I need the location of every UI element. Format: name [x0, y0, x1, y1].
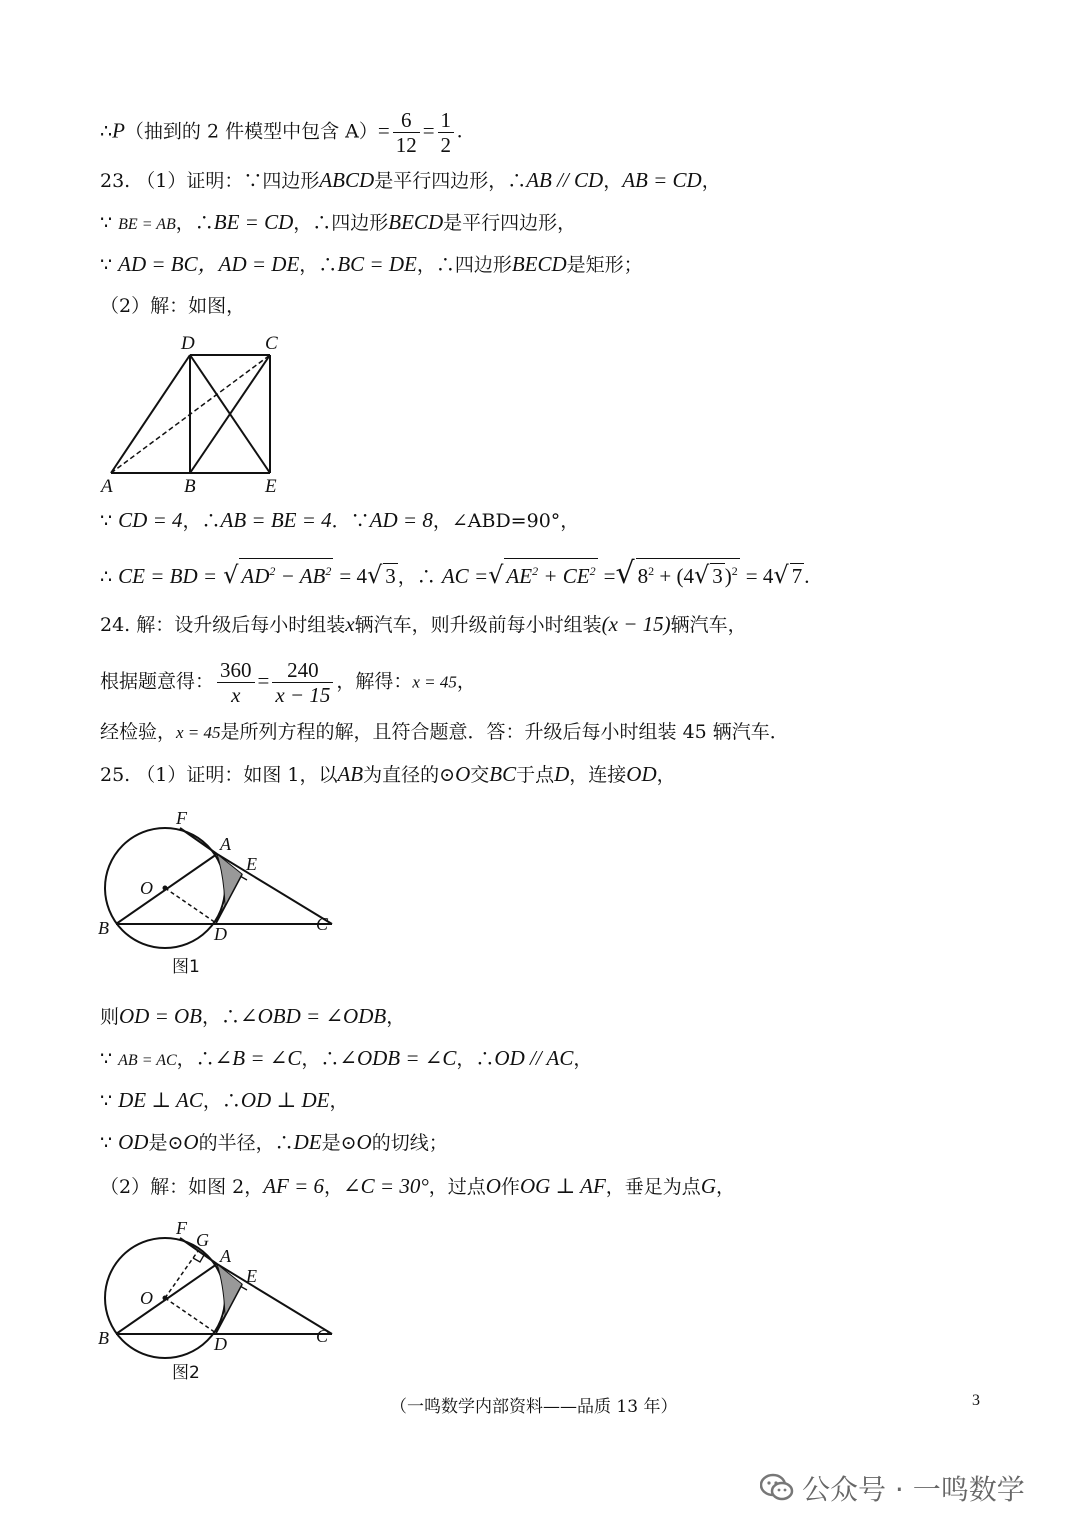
label-O: O: [140, 878, 153, 898]
label-D: D: [214, 1334, 227, 1354]
q23-line2: ∵ BE = AB，∴BE = CD，∴四边形BECD是平行四边形，: [100, 210, 577, 234]
label-D: D: [181, 333, 195, 354]
label-E: E: [265, 476, 277, 497]
q24-line2: 根据题意得： $\frac{360}{x}$ = $\frac{240}{x - 15}$ ，解得：x = 45，: [100, 658, 476, 707]
label-C: C: [316, 914, 329, 934]
line-OD-dashed: [165, 888, 216, 923]
fraction-1-2: $\frac{1}{2}$: [438, 108, 455, 157]
label-C: C: [265, 333, 278, 354]
q25-line3: ∵ AB = AC，∴∠B = ∠C，∴∠ODB = ∠C，∴OD // AC，: [100, 1046, 593, 1070]
line-AF: [180, 828, 217, 854]
label-G: G: [196, 1230, 209, 1250]
q25-line5: ∵ OD是⊙O的半径，∴DE是⊙O的切线；: [100, 1130, 448, 1154]
circle-figure-2: [92, 1216, 352, 1396]
q25-line2: 则OD = OB，∴∠OBD = ∠ODB，: [100, 1004, 406, 1028]
circle-figure-1: [92, 806, 352, 986]
figure-2-caption: 图2: [172, 1363, 200, 1383]
center-point-O: [163, 886, 168, 891]
figure-1-caption: 图1: [172, 957, 200, 977]
label-B: B: [98, 918, 109, 938]
label-O: O: [140, 1288, 153, 1308]
line-OD-dashed: [165, 1298, 216, 1333]
label-E: E: [246, 854, 257, 874]
label-A: A: [220, 834, 231, 854]
line-AD: [111, 355, 190, 473]
q23-part2-label: （2）解：如图，: [100, 295, 246, 317]
watermark-text: 公众号 · 一鸣数学: [802, 1473, 1025, 1506]
label-C: C: [316, 1326, 329, 1346]
q25-line4: ∵ DE ⊥ AC，∴OD ⊥ DE，: [100, 1088, 349, 1112]
center-point-O: [163, 1296, 168, 1301]
fraction-360-x: $\frac{360}{x}$: [217, 658, 255, 707]
q24-line3: 经检验，x = 45是所列方程的解，且符合题意．答：升级后每小时组装 45 辆汽车．: [100, 721, 789, 743]
q24-line1: 24. 解：设升级后每小时组装x辆汽车，则升级前每小时组装(x − 15)辆汽车，: [100, 612, 747, 636]
q23-line5: ∴ CE = BD = √ $AD^2 - AB^2 = 4√$ 3 ，∴ AC =√ $AE^2 + CE^2$ =√ $8^2 + (4√$ 3)$^2$ = 4√ 7.: [100, 556, 810, 591]
rectangle-figure: [95, 330, 295, 500]
label-E: E: [246, 1266, 257, 1286]
fraction-6-12: $\frac{6}{12}$: [393, 108, 420, 157]
q23-line3: ∵ AD = BC，AD = DE，∴BC = DE，∴四边形BECD是矩形；: [100, 252, 643, 276]
label-F: F: [176, 1218, 187, 1238]
page-footer: （一鸣数学内部资料——品质 13 年）: [390, 1397, 678, 1417]
label-A: A: [101, 476, 113, 497]
q25-line6: （2）解：如图 2，AF = 6，∠C = 30°，过点O作OG ⊥ AF，垂足为点G，: [100, 1174, 735, 1198]
label-F: F: [176, 808, 187, 828]
q23-line1: 23. （1）证明：∵四边形ABCD是平行四边形，∴AB // CD，AB = CD，: [100, 168, 721, 192]
probability-line: ∴P（抽到的 2 件模型中包含 A）= $\frac{6}{12}$ = $\frac{1}{2}$ .: [100, 108, 463, 157]
label-D: D: [214, 924, 227, 944]
label-B: B: [184, 476, 196, 497]
fraction-240-x-15: $\frac{240}{x - 15}$: [272, 658, 333, 707]
q25-line1: 25. （1）证明：如图 1，以AB为直径的⊙O交BC于点D，连接OD，: [100, 762, 676, 786]
label-A: A: [220, 1246, 231, 1266]
page-number: 3: [972, 1392, 980, 1409]
wechat-icon: [760, 1473, 794, 1503]
q23-line4: ∵ CD = 4，∴AB = BE = 4．∵AD = 8，∠ABD=90°，: [100, 508, 580, 532]
watermark: [760, 1468, 1025, 1508]
label-B: B: [98, 1328, 109, 1348]
